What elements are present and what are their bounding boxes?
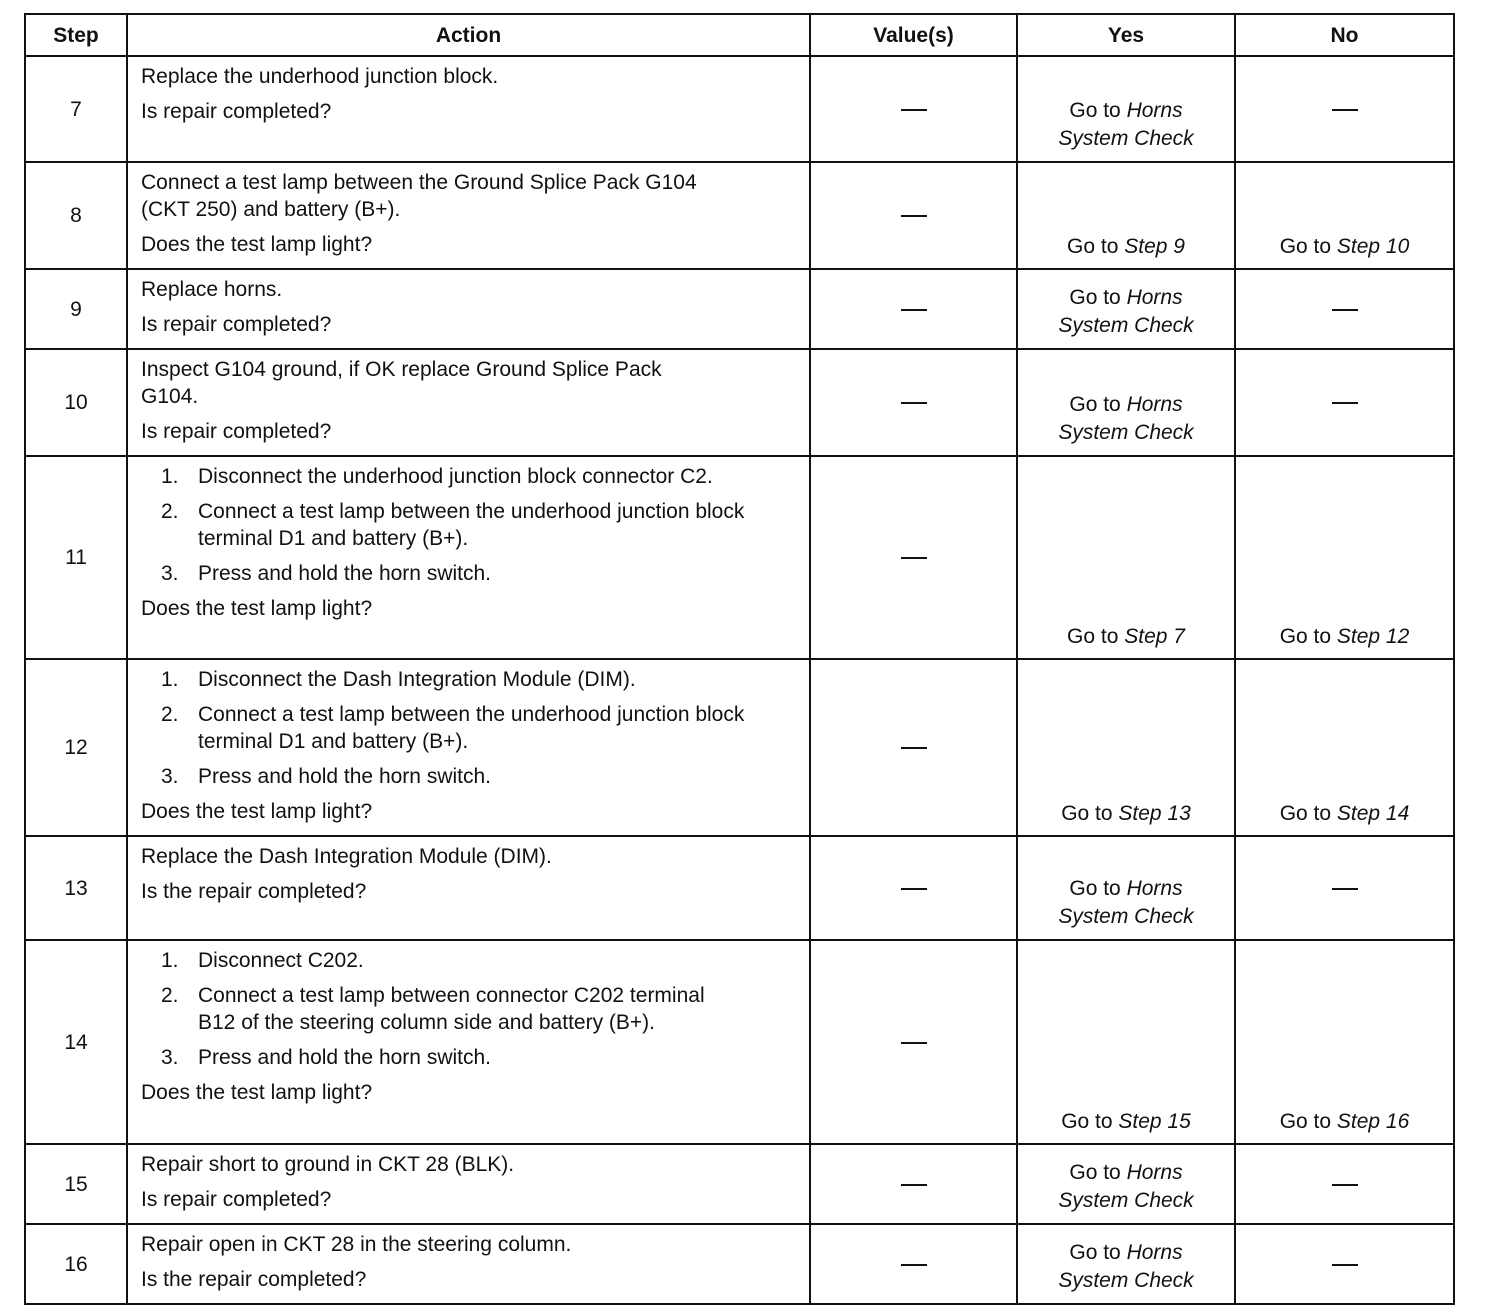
action-steps bbox=[141, 947, 795, 1071]
no-cell bbox=[1235, 940, 1454, 1144]
value-cell bbox=[810, 659, 1017, 836]
no-dash bbox=[1332, 1184, 1358, 1186]
table-row bbox=[25, 940, 1454, 1144]
action-text: Inspect G104 ground, if OK replace Ground Splice Pack G104. bbox=[141, 358, 662, 408]
no-target: Go to Step 14 bbox=[1279, 802, 1410, 825]
yes-target: Go to Step 15 bbox=[1061, 1110, 1191, 1133]
action-steps bbox=[141, 666, 795, 790]
value-cell bbox=[810, 940, 1017, 1144]
header-row bbox=[25, 14, 1454, 56]
table-row bbox=[25, 56, 1454, 162]
list-item: 2. Connect a test lamp between the underhood junction block terminal D1 and battery (B+). bbox=[161, 500, 745, 550]
action-cell bbox=[127, 659, 810, 836]
value-cell bbox=[810, 56, 1017, 162]
action-text: Replace the Dash Integration Module (DIM). bbox=[141, 845, 552, 868]
value-dash bbox=[901, 1042, 927, 1044]
action-question: Is repair completed? bbox=[141, 100, 332, 123]
no-cell bbox=[1235, 659, 1454, 836]
no-dash bbox=[1332, 888, 1358, 890]
list-item: 1. Disconnect the underhood junction block connector C2. bbox=[161, 465, 713, 488]
action-cell bbox=[127, 349, 810, 456]
value-dash bbox=[901, 309, 927, 311]
list-item: 3. Press and hold the horn switch. bbox=[161, 765, 491, 788]
step-number: 14 bbox=[25, 940, 127, 1144]
value-cell bbox=[810, 162, 1017, 269]
action-cell bbox=[127, 1144, 810, 1224]
table-row bbox=[25, 162, 1454, 269]
diagnostic-table bbox=[24, 13, 1455, 1305]
yes-target: Go to Step 9 bbox=[1067, 235, 1185, 258]
yes-target: Go to Horns System Check bbox=[1058, 1241, 1194, 1292]
action-cell bbox=[127, 456, 810, 659]
action-question: Does the test lamp light? bbox=[141, 800, 373, 823]
table-row bbox=[25, 659, 1454, 836]
action-text: Replace the underhood junction block. bbox=[141, 65, 499, 88]
no-cell bbox=[1235, 1224, 1454, 1304]
list-item: 1. Disconnect C202. bbox=[161, 949, 364, 972]
list-item: 2. Connect a test lamp between connector C202 terminal B12 of the steering column side and battery (B+). bbox=[161, 984, 705, 1034]
yes-cell bbox=[1017, 1224, 1235, 1304]
table-row bbox=[25, 1144, 1454, 1224]
action-question: Is repair completed? bbox=[141, 313, 332, 336]
header-no: No bbox=[1235, 14, 1454, 56]
no-cell bbox=[1235, 456, 1454, 659]
value-dash bbox=[901, 1264, 927, 1266]
step-number: 7 bbox=[25, 56, 127, 162]
no-target: Go to Step 12 bbox=[1279, 625, 1410, 648]
no-dash bbox=[1332, 1264, 1358, 1266]
yes-target: Go to Horns System Check bbox=[1058, 286, 1194, 337]
list-item: 1. Disconnect the Dash Integration Module (DIM). bbox=[161, 668, 636, 691]
step-number: 12 bbox=[25, 659, 127, 836]
value-dash bbox=[901, 402, 927, 404]
header-values: Value(s) bbox=[810, 14, 1017, 56]
no-cell bbox=[1235, 56, 1454, 162]
action-question: Does the test lamp light? bbox=[141, 597, 373, 620]
yes-cell bbox=[1017, 1144, 1235, 1224]
step-number: 11 bbox=[25, 456, 127, 659]
value-cell bbox=[810, 836, 1017, 940]
no-cell bbox=[1235, 162, 1454, 269]
no-dash bbox=[1332, 109, 1358, 111]
table-row bbox=[25, 349, 1454, 456]
action-cell bbox=[127, 162, 810, 269]
no-cell bbox=[1235, 269, 1454, 349]
yes-cell bbox=[1017, 836, 1235, 940]
yes-cell bbox=[1017, 940, 1235, 1144]
action-text: Replace horns. bbox=[141, 278, 283, 301]
step-number: 13 bbox=[25, 836, 127, 940]
action-cell bbox=[127, 1224, 810, 1304]
action-question: Is the repair completed? bbox=[141, 1268, 367, 1291]
value-cell bbox=[810, 1224, 1017, 1304]
yes-cell bbox=[1017, 349, 1235, 456]
action-question: Is the repair completed? bbox=[141, 880, 367, 903]
list-item: 2. Connect a test lamp between the underhood junction block terminal D1 and battery (B+). bbox=[161, 703, 745, 753]
step-number: 9 bbox=[25, 269, 127, 349]
yes-cell bbox=[1017, 456, 1235, 659]
action-cell bbox=[127, 940, 810, 1144]
header-yes: Yes bbox=[1017, 14, 1235, 56]
step-number: 10 bbox=[25, 349, 127, 456]
action-cell bbox=[127, 56, 810, 162]
yes-target: Go to Step 7 bbox=[1067, 625, 1185, 648]
action-question: Does the test lamp light? bbox=[141, 1081, 373, 1104]
table-row bbox=[25, 1224, 1454, 1304]
yes-target: Go to Horns System Check bbox=[1058, 1161, 1194, 1212]
yes-target: Go to Horns System Check bbox=[1058, 99, 1194, 150]
table-row bbox=[25, 456, 1454, 659]
value-dash bbox=[901, 888, 927, 890]
step-number: 16 bbox=[25, 1224, 127, 1304]
no-cell bbox=[1235, 349, 1454, 456]
action-cell bbox=[127, 269, 810, 349]
yes-target: Go to Step 13 bbox=[1061, 802, 1191, 825]
action-question: Is repair completed? bbox=[141, 420, 332, 443]
value-cell bbox=[810, 349, 1017, 456]
table-row bbox=[25, 269, 1454, 349]
step-number: 8 bbox=[25, 162, 127, 269]
yes-cell bbox=[1017, 659, 1235, 836]
value-dash bbox=[901, 1184, 927, 1186]
value-dash bbox=[901, 215, 927, 217]
action-steps bbox=[141, 463, 795, 587]
value-dash bbox=[901, 109, 927, 111]
action-question: Does the test lamp light? bbox=[141, 233, 373, 256]
yes-cell bbox=[1017, 56, 1235, 162]
list-item: 3. Press and hold the horn switch. bbox=[161, 1046, 491, 1069]
header-action: Action bbox=[127, 14, 810, 56]
no-cell bbox=[1235, 1144, 1454, 1224]
no-target: Go to Step 16 bbox=[1279, 1110, 1410, 1133]
table-row bbox=[25, 836, 1454, 940]
value-dash bbox=[901, 747, 927, 749]
no-cell bbox=[1235, 836, 1454, 940]
header-step: Step bbox=[25, 14, 127, 56]
no-dash bbox=[1332, 309, 1358, 311]
action-question: Is repair completed? bbox=[141, 1188, 332, 1211]
value-cell bbox=[810, 269, 1017, 349]
yes-cell bbox=[1017, 269, 1235, 349]
yes-target: Go to Horns System Check bbox=[1058, 393, 1194, 444]
list-item: 3. Press and hold the horn switch. bbox=[161, 562, 491, 585]
action-text: Repair open in CKT 28 in the steering column. bbox=[141, 1233, 572, 1256]
action-text: Repair short to ground in CKT 28 (BLK). bbox=[141, 1153, 515, 1176]
value-cell bbox=[810, 1144, 1017, 1224]
no-target: Go to Step 10 bbox=[1279, 235, 1410, 258]
value-cell bbox=[810, 456, 1017, 659]
action-cell bbox=[127, 836, 810, 940]
no-dash bbox=[1332, 402, 1358, 404]
step-number: 15 bbox=[25, 1144, 127, 1224]
yes-cell bbox=[1017, 162, 1235, 269]
action-text: Connect a test lamp between the Ground Splice Pack G104 (CKT 250) and battery (B+). bbox=[141, 171, 697, 221]
value-dash bbox=[901, 557, 927, 559]
yes-target: Go to Horns System Check bbox=[1058, 877, 1194, 928]
